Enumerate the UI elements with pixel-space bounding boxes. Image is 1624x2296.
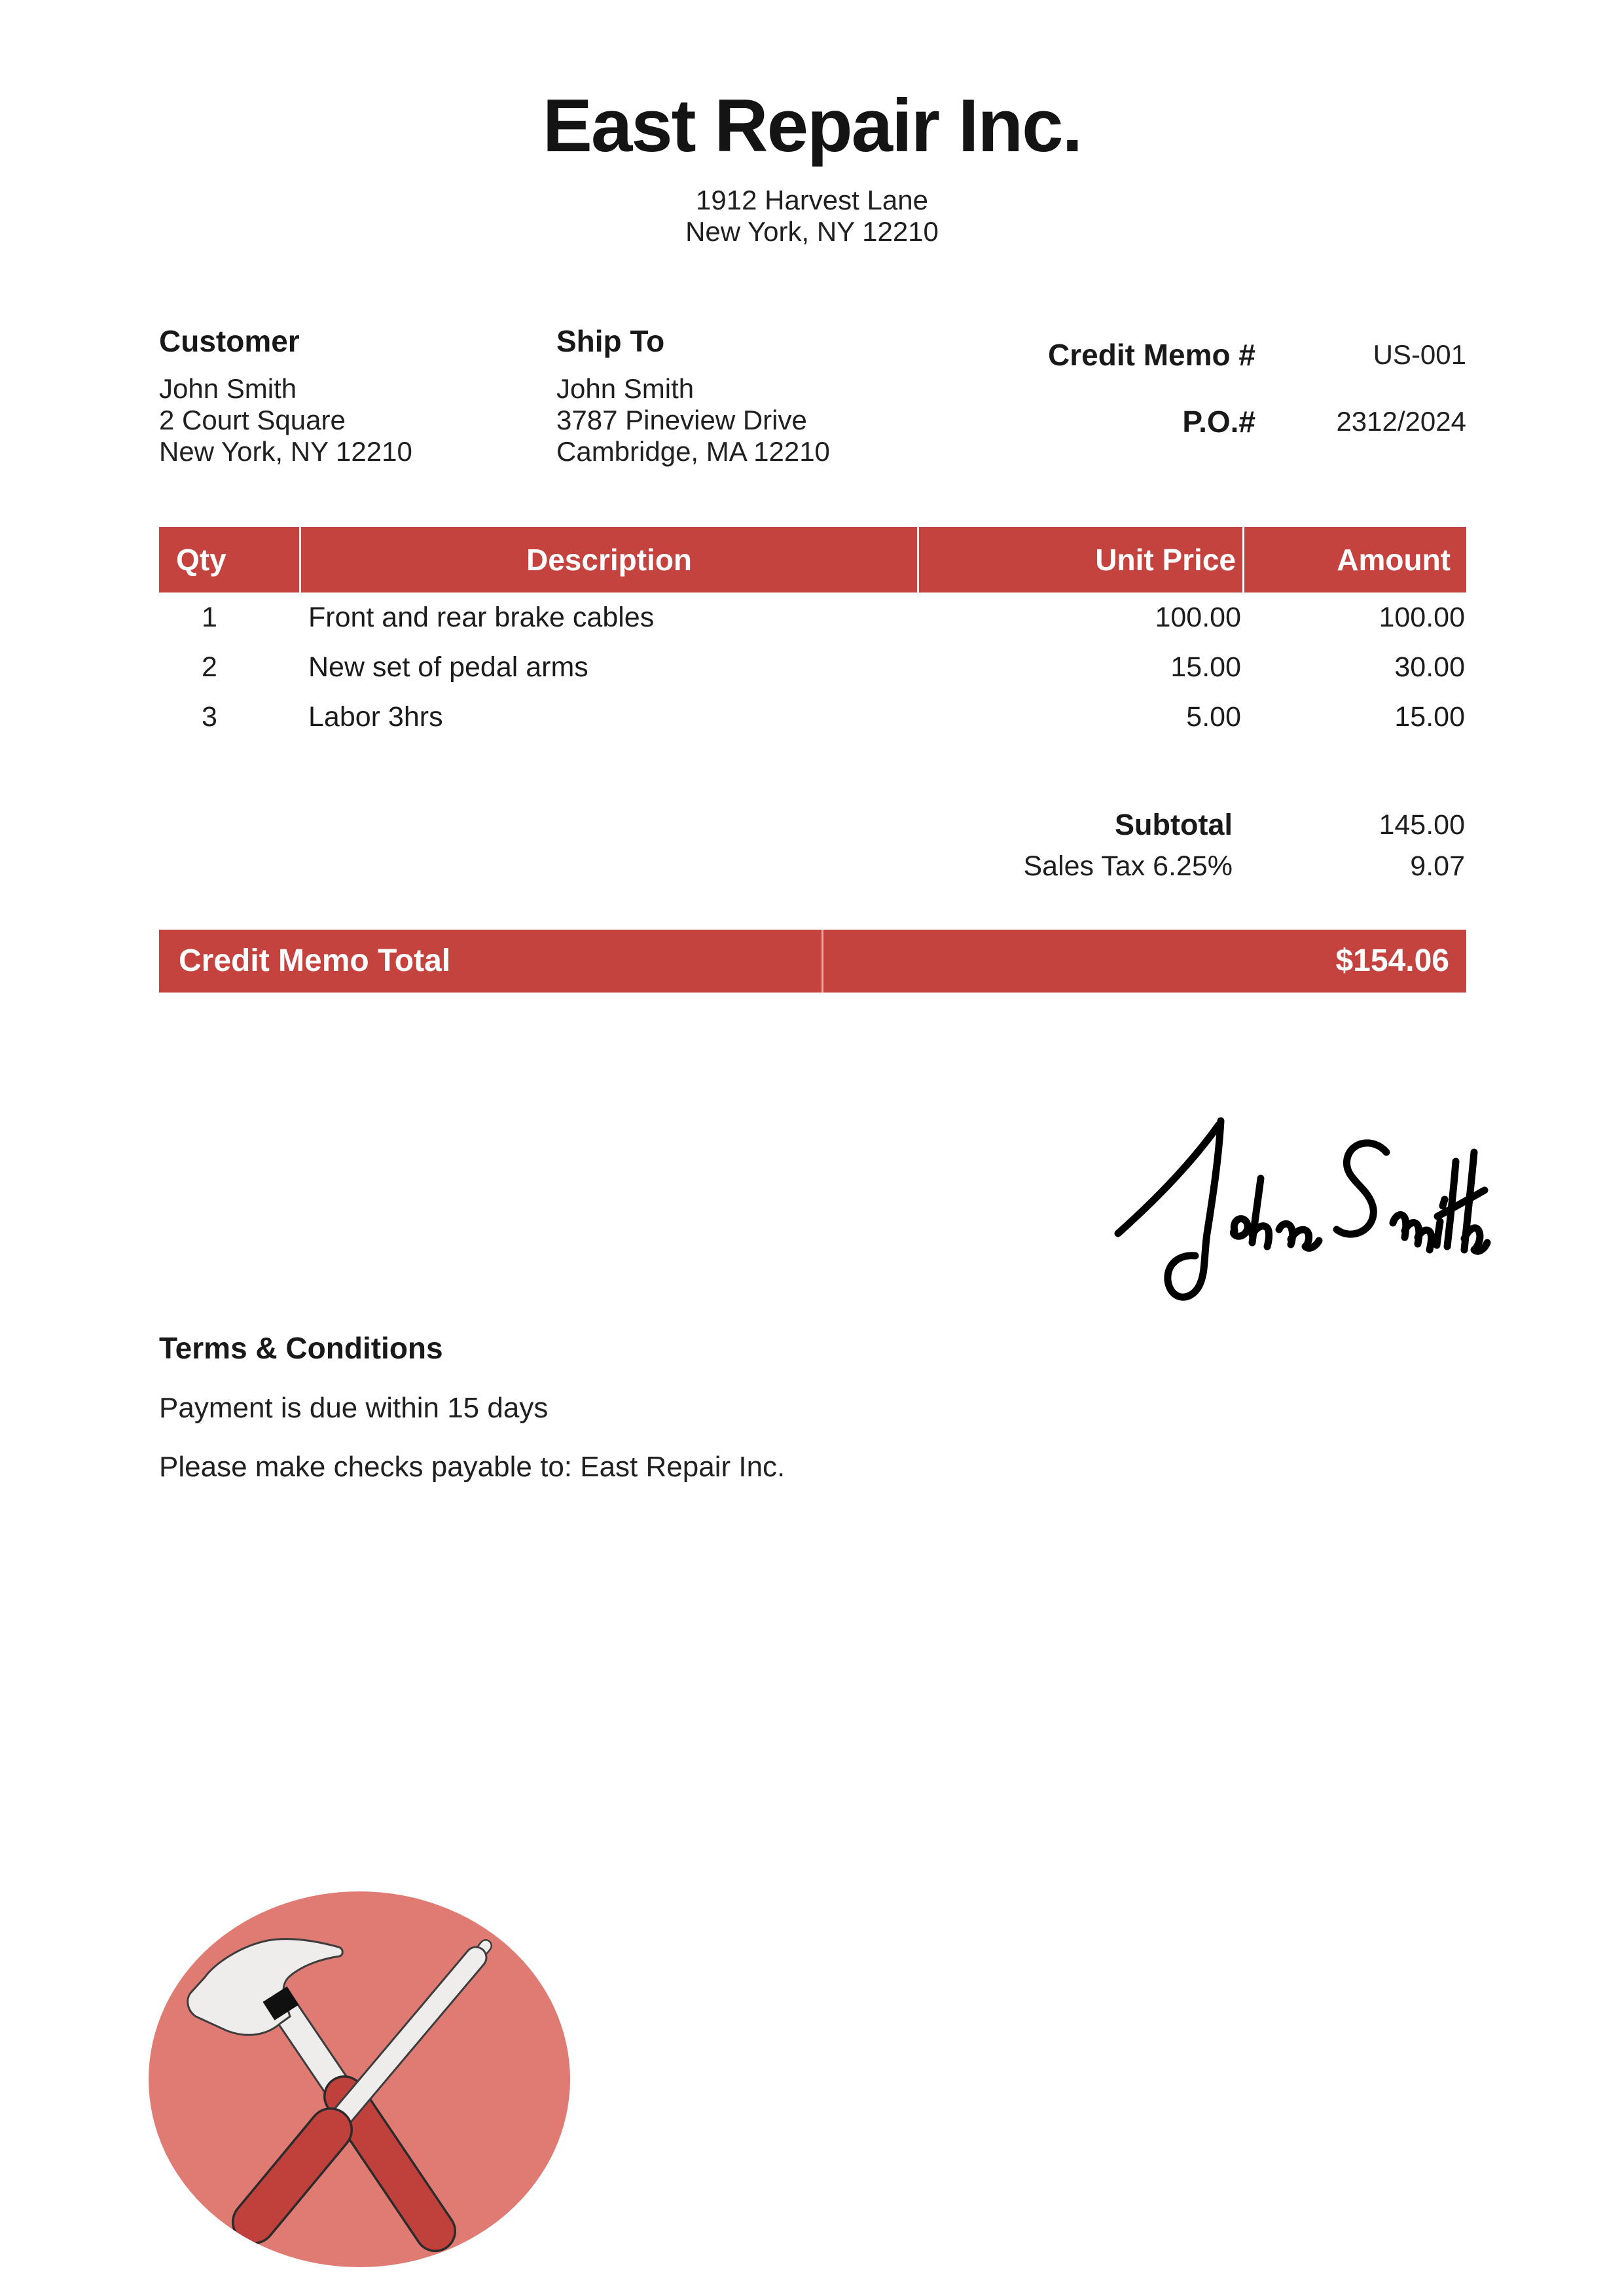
po-number-label: P.O.# (1182, 405, 1255, 439)
company-address-line2: New York, NY 12210 (685, 216, 939, 247)
company-logo (146, 1889, 573, 2269)
cell-description: Front and rear brake cables (308, 601, 655, 633)
cell-amount: 100.00 (1379, 601, 1465, 633)
customer-heading: Customer (159, 324, 300, 358)
cell-description: Labor 3hrs (308, 701, 443, 733)
sales-tax-value: 9.07 (1410, 850, 1465, 882)
signature-stroke (1233, 1219, 1248, 1237)
terms-line-payment: Payment is due within 15 days (159, 1392, 549, 1424)
sales-tax-label: Sales Tax 6.25% (1023, 850, 1233, 882)
credit-memo-total-label: Credit Memo Total (179, 943, 451, 978)
signature-stroke (1337, 1143, 1386, 1234)
table-row (159, 642, 1466, 692)
signature-stroke (1393, 1215, 1432, 1250)
cell-unit-price: 100.00 (1155, 601, 1241, 633)
credit-memo-total-value: $154.06 (1335, 943, 1449, 978)
ship-to-heading: Ship To (556, 324, 665, 358)
ship-to-address (556, 373, 830, 467)
cell-description: New set of pedal arms (308, 651, 588, 683)
signature-john-smith (1106, 1082, 1492, 1307)
cell-amount: 30.00 (1394, 651, 1465, 683)
cell-unit-price: 5.00 (1186, 701, 1241, 733)
subtotal-value: 145.00 (1379, 809, 1465, 841)
terms-heading: Terms & Conditions (159, 1331, 443, 1365)
credit-memo-total-bar (159, 930, 1466, 993)
cell-unit-price: 15.00 (1170, 651, 1241, 683)
customer-address (159, 373, 412, 467)
signature-stroke (1168, 1121, 1221, 1297)
column-header-unit-price: Unit Price (917, 527, 1242, 592)
po-number-value: 2312/2024 (1336, 406, 1466, 437)
ship-to-street: 3787 Pineview Drive (556, 405, 807, 435)
ship-to-city: Cambridge, MA 12210 (556, 436, 830, 467)
cell-amount: 15.00 (1394, 701, 1465, 733)
total-bar-divider (821, 930, 823, 993)
column-header-amount: Amount (1242, 527, 1466, 592)
table-row (159, 692, 1466, 742)
company-name: East Repair Inc. (542, 84, 1082, 168)
items-table-header (159, 527, 1466, 592)
company-address-line1: 1912 Harvest Lane (696, 185, 928, 215)
customer-name: John Smith (159, 373, 297, 404)
company-address (0, 185, 1624, 247)
customer-street: 2 Court Square (159, 405, 346, 435)
customer-city: New York, NY 12210 (159, 436, 412, 467)
signature-stroke (1437, 1199, 1445, 1245)
signature-stroke (1252, 1178, 1269, 1247)
subtotal-label: Subtotal (1115, 808, 1233, 841)
signature-stroke (1118, 1125, 1219, 1233)
terms-line-checks: Please make checks payable to: East Repair Inc. (159, 1451, 785, 1483)
credit-memo-number-value: US-001 (1373, 339, 1466, 370)
table-row (159, 592, 1466, 642)
signature-stroke (1279, 1224, 1319, 1248)
ship-to-name: John Smith (556, 373, 695, 404)
credit-memo-number-label: Credit Memo # (1048, 338, 1255, 372)
column-header-description: Description (299, 527, 917, 592)
items-table (159, 527, 1466, 742)
cell-qty: 1 (202, 601, 217, 633)
cell-qty: 2 (202, 651, 217, 683)
column-header-qty: Qty (176, 543, 226, 577)
cell-qty: 3 (202, 701, 217, 733)
